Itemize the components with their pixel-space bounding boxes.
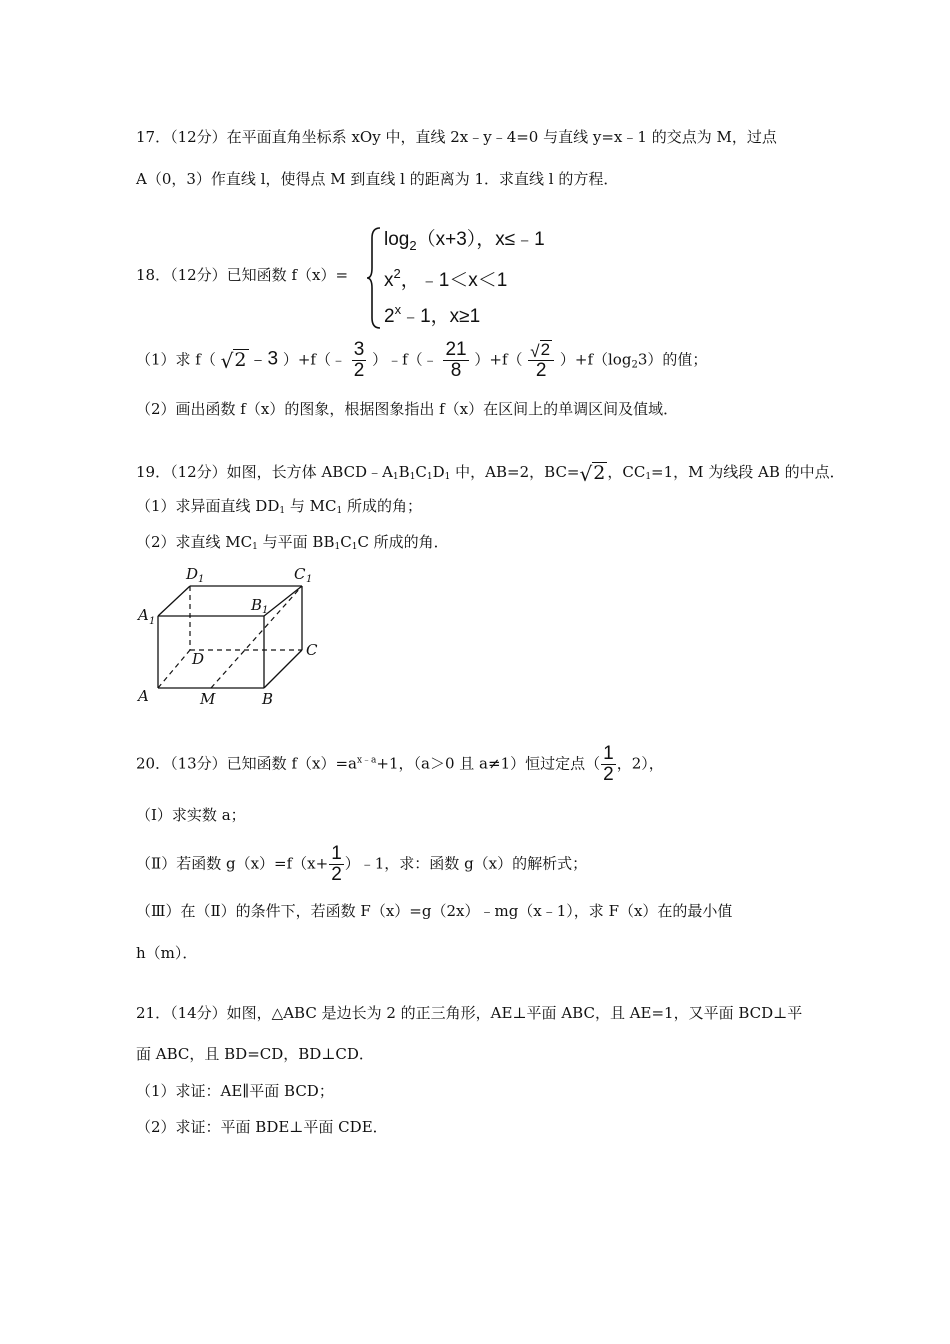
q18-part1-b: ﹣3: [248, 348, 279, 370]
q18-piece1-tail: （x+3），x≤﹣1: [416, 229, 545, 250]
q19-sub: 1: [252, 542, 258, 552]
q18-fraction-1-den: 2: [353, 359, 365, 381]
q19-sub: 1: [351, 542, 358, 552]
q20-part1: （Ⅰ）求实数 a；: [136, 806, 246, 824]
q18-fraction-3-den: 2: [535, 359, 547, 381]
q18-fraction-3-sqrt: 2: [540, 340, 551, 360]
q21-part1: （1）求证：AE∥平面 BCD；: [136, 1082, 334, 1100]
q18-piece2-base: x: [384, 270, 394, 291]
q19-stem-c: C: [415, 462, 427, 481]
label-c1: C: [294, 565, 306, 583]
label-d1: D: [186, 565, 199, 583]
q18-piece3-exp: x: [394, 302, 402, 317]
q18-part1-f: ）+f（log: [559, 350, 632, 369]
q20-part2-b: ）﹣1，求：函数 g（x）的解析式；: [344, 854, 588, 873]
q18-piece1-log: log: [384, 229, 410, 250]
q19-part2-a: （2）求直线 MC: [136, 533, 253, 551]
q18-part1-sqrt-value: 2: [234, 349, 247, 372]
q20-part3-line1: （Ⅲ）在（Ⅱ）的条件下，若函数 F（x）=g（2x）﹣mg（x﹣1），求 F（x）在的最小值: [136, 902, 733, 920]
q20-stem: [136, 744, 664, 785]
q18-fraction-2-den: 8: [450, 359, 462, 381]
q20-part2-a: （Ⅱ）若函数 g（x）=f（x+: [136, 854, 329, 873]
q19-stem-g: =1，M 为线段 AB 的中点．: [651, 462, 845, 481]
q18-part1-g: 3）的值；: [637, 350, 708, 369]
q20-stem-a: 20．（13分）已知函数 f（x）=a: [136, 754, 357, 773]
label-m: M: [200, 690, 216, 708]
edge-b1-c1: [264, 586, 302, 616]
cuboid-figure: [134, 562, 334, 712]
q18-fraction-2-num: 21: [445, 339, 467, 360]
q18-part1-log-base: 2: [631, 359, 638, 371]
q18-part1-a: （1）求 f（: [136, 350, 216, 369]
q18-fraction-1: [352, 340, 367, 381]
label-c1-sub: 1: [306, 574, 313, 585]
q19-part2-d: C 所成的角．: [357, 533, 449, 551]
q18-fraction-1-num: 3: [353, 339, 365, 360]
q19-sub: 1: [279, 506, 286, 516]
q18-piece3-tail: ﹣1，x≥1: [401, 306, 481, 327]
q19-stem-a: 19．（12分）如图，长方体 ABCD﹣A: [136, 462, 393, 481]
q19-part1-b: 与 MC: [285, 497, 337, 515]
q19-stem-b: B: [398, 462, 410, 481]
q18-piece3: [384, 303, 480, 326]
q21-line1: 21．（14分）如图，△ABC 是边长为 2 的正三角形，AE⊥平面 ABC，且 AE=1，又平面 BCD⊥平: [136, 1004, 803, 1022]
q19-sub: 1: [392, 471, 399, 482]
q19-sub: 1: [334, 542, 341, 552]
q19-stem: [136, 462, 845, 484]
piecewise-brace-icon: [366, 226, 382, 330]
q19-sub: 1: [645, 471, 652, 482]
q18-part2: （2）画出函数 f（x）的图象，根据图象指出 f（x）在区间上的单调区间及值域．: [136, 400, 679, 418]
sqrt-symbol-icon: √ 2: [579, 461, 606, 486]
q18-part1-e: ）+f（: [474, 350, 523, 369]
label-d: D: [192, 650, 205, 668]
edge-a-d-hidden: [158, 650, 190, 688]
q19-sub: 1: [336, 506, 343, 516]
q17-line2: A（0，3）作直线 l，使得点 M 到直线 l 的距离为 1．求直线 l 的方程．: [136, 170, 619, 188]
q19-part2: [136, 535, 449, 552]
edge-a1-d1: [158, 586, 190, 616]
q19-part2-c: C: [340, 533, 352, 551]
q19-sub: 1: [409, 471, 416, 482]
q20-stem-exp: x﹣a: [356, 755, 377, 766]
label-b: B: [262, 690, 274, 708]
q18-piece2: [384, 267, 507, 290]
q18-piece1: [384, 230, 545, 252]
q18-part1-d: ）﹣f（﹣: [372, 350, 438, 369]
q18-fraction-3: [528, 340, 554, 381]
q18-piece3-base: 2: [384, 306, 395, 327]
q20-part2-fraction-den: 2: [331, 863, 342, 885]
q20-stem-b: +1，（a＞0 且 a≠1）恒过定点（: [376, 754, 601, 773]
label-a1: A: [138, 606, 149, 624]
q18-piece2-tail: ，﹣1＜x＜1: [400, 270, 508, 291]
q18-part1: [136, 340, 707, 381]
q18-stem: 18．（12分）已知函数 f（x）=: [136, 266, 349, 284]
q20-fraction-num: 1: [603, 743, 614, 764]
q19-part1: [136, 499, 422, 516]
q20-fraction: [601, 744, 616, 785]
label-c: C: [306, 641, 318, 659]
q19-sqrt-value: 2: [593, 462, 606, 484]
q19-part2-b: 与平面 BB: [257, 533, 335, 551]
q19-stem-e: 中，AB=2，BC=: [450, 462, 580, 481]
q19-sub: 1: [444, 471, 451, 482]
q20-part2: [136, 844, 587, 885]
q21-part2: （2）求证：平面 BDE⊥平面 CDE．: [136, 1118, 388, 1136]
q18-piece1-base: 2: [409, 238, 417, 253]
label-b1-sub: 1: [262, 605, 269, 616]
q18-part1-c: ）+f（﹣: [282, 350, 346, 369]
q19-sub: 1: [426, 471, 433, 482]
q18-fraction-2: [443, 340, 468, 381]
q19-stem-d: D: [432, 462, 445, 481]
label-d1-sub: 1: [198, 574, 205, 585]
label-b1: B: [251, 596, 263, 614]
q18-piece2-exp: 2: [393, 266, 401, 281]
q20-part2-fraction-num: 1: [331, 843, 342, 864]
label-a: A: [138, 687, 149, 705]
q20-part3-line2: h（m）．: [136, 944, 198, 962]
edge-b-c: [264, 650, 302, 688]
q20-part2-fraction: [329, 844, 344, 885]
label-a1-sub: 1: [149, 616, 156, 627]
q19-stem-f: ，CC: [607, 462, 646, 481]
q21-line2: 面 ABC，且 BD=CD，BD⊥CD．: [136, 1045, 374, 1063]
q19-part1-a: （1）求异面直线 DD: [136, 497, 280, 515]
q19-part1-c: 所成的角；: [342, 497, 422, 515]
q17-line1: 17．（12分）在平面直角坐标系 xOy 中，直线 2x﹣y﹣4=0 与直线 y=x﹣1 的交点为 M，过点: [136, 128, 777, 146]
q20-fraction-den: 2: [603, 763, 614, 785]
sqrt-symbol-icon: √ 2: [220, 349, 247, 374]
q18-fraction-3-num: √ 2: [528, 340, 554, 361]
q20-stem-c: ，2），: [616, 754, 664, 773]
